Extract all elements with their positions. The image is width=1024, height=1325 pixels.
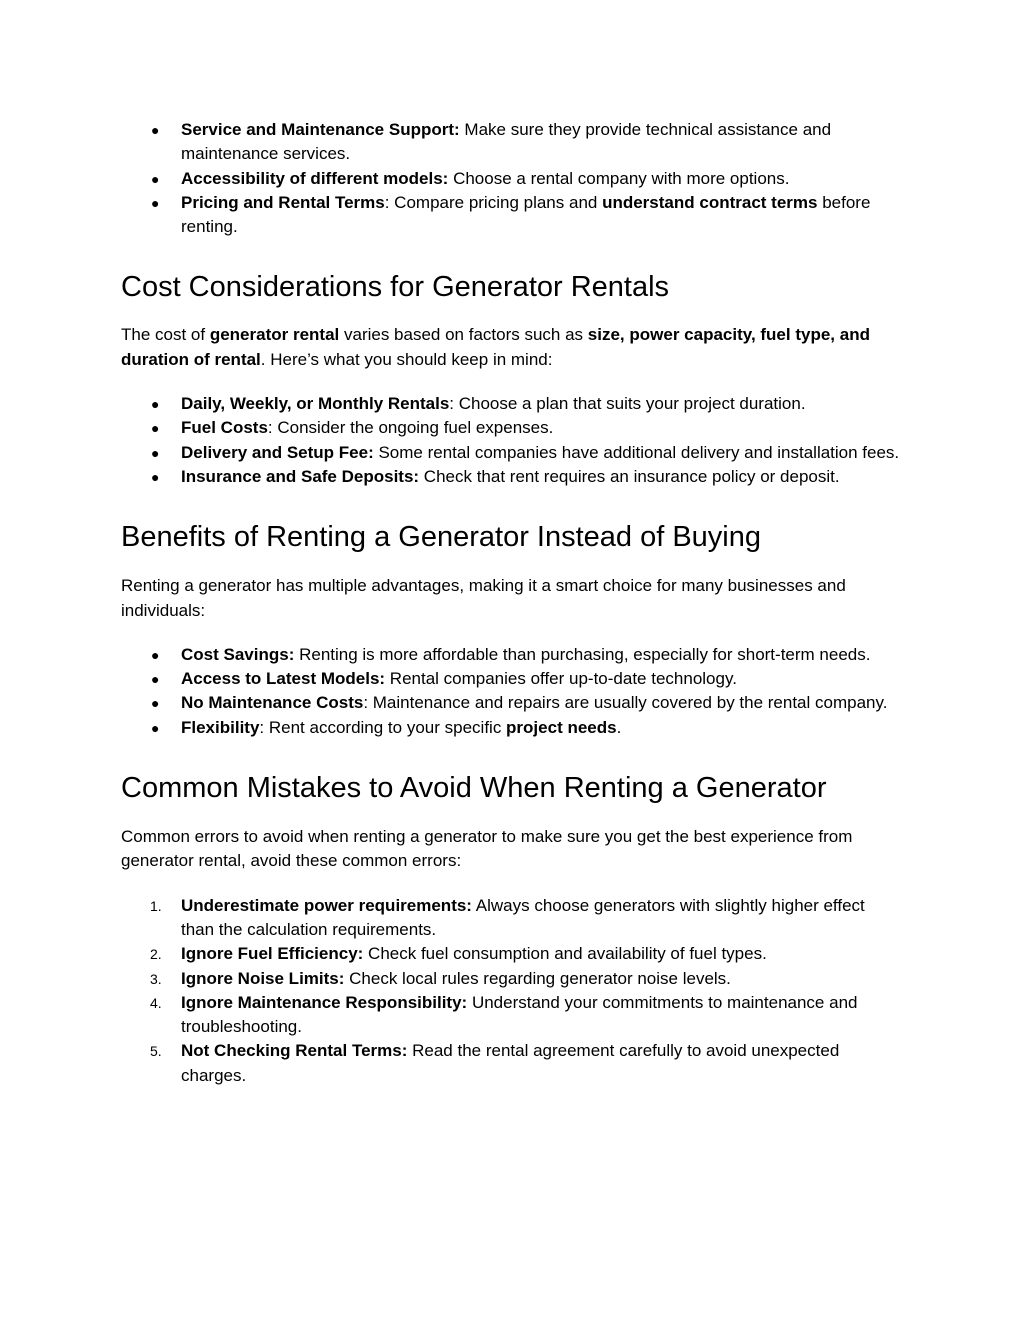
item-text: Read the rental agreement carefully to avoid unexpected charges. [181,1041,840,1085]
item-text-2: . [616,717,622,737]
item-text: : Consider the ongoing fuel expenses. [267,418,554,438]
list-item [121,392,901,416]
list-item [121,643,901,667]
item-bold: Ignore Maintenance Responsibility: [181,992,468,1012]
bullet-icon: ● [151,420,160,437]
bullet-icon: ● [151,646,160,663]
heading-mistakes: Common Mistakes to Avoid When Renting a Generator [121,772,827,805]
item-bold: No Maintenance Costs [181,693,364,713]
text-run: The cost of [121,325,210,345]
bullet-icon: ● [151,671,160,688]
item-bold: Access to Latest Models: [181,669,386,689]
item-text: Check local rules regarding generator noise levels. [344,968,731,988]
heading-cost: Cost Considerations for Generator Rentals [121,271,670,304]
list-item [121,967,901,991]
item-text: Always choose generators with slightly higher effect than the calculation requirements. [181,895,865,939]
list-item [121,191,901,240]
bold-run: size, power capacity, fuel type, and duration of rental [121,325,870,369]
item-number: 4. [150,994,162,1011]
item-text: Check that rent requires an insurance policy or deposit. [419,466,840,486]
item-bold-2: project needs [506,717,617,737]
item-number: 5. [150,1043,162,1060]
item-text: Make sure they provide technical assistance and maintenance services. [181,120,832,164]
item-bold: Ignore Noise Limits: [181,968,345,988]
list-item [121,118,901,167]
item-text: : Rent according to your specific [259,717,507,737]
bullet-icon: ● [151,122,160,138]
heading-benefits: Benefits of Renting a Generator Instead of Buying [121,521,762,554]
item-bold: Ignore Fuel Efficiency: [181,944,364,964]
list-item [121,716,901,740]
bold-run: generator rental [209,325,340,345]
list-item [121,441,901,465]
list-item [121,942,901,966]
item-bold: Pricing and Rental Terms [181,192,385,212]
bullet-icon: ● [151,170,160,187]
text-run: varies based on factors such as [339,325,588,345]
list-item [121,894,901,943]
item-text-2: before renting. [181,192,871,237]
item-bold: Flexibility [181,717,260,737]
item-text: : Choose a plan that suits your project duration. [449,394,806,414]
bullet-icon: ● [151,444,160,461]
bullet-list-top [121,118,901,239]
paragraph-benefits: Renting a generator has multiple advantages, making it a smart choice for many businesses and individuals: [121,576,846,620]
list-item [121,465,901,489]
item-bold: Fuel Costs [181,418,268,438]
item-number: 2. [150,946,162,963]
list-item [121,167,901,191]
item-bold: Cost Savings: [181,644,295,664]
document-page [121,118,901,1088]
item-number: 3. [150,970,162,987]
item-bold: Daily, Weekly, or Monthly Rentals [181,394,450,414]
text-run: . Here’s what you should keep in mind: [260,349,553,369]
list-item [121,1039,901,1088]
item-text: Check fuel consumption and availability of fuel types. [363,944,767,964]
item-bold: Not Checking Rental Terms: [181,1041,408,1061]
bullet-icon: ● [151,396,160,413]
bullet-list-cost [121,392,901,489]
bullet-icon: ● [151,695,160,712]
item-bold: Insurance and Safe Deposits: [181,466,420,486]
bullet-icon: ● [151,194,160,211]
list-item [121,667,901,691]
item-bold-2: understand contract terms [602,192,818,212]
paragraph-mistakes: Common errors to avoid when renting a generator to make sure you get the best experience from generator rental, avoid these common errors: [121,827,853,871]
item-text: Choose a rental company with more options. [448,168,790,188]
list-item [121,691,901,715]
item-bold: Delivery and Setup Fee: [181,442,374,462]
item-bold: Service and Maintenance Support: [181,120,460,139]
bullet-icon: ● [151,468,160,485]
item-bold: Accessibility of different models: [181,168,449,188]
paragraph-cost [121,323,901,372]
item-text: Rental companies offer up-to-date technology. [385,669,737,689]
list-item [121,416,901,440]
list-item [121,991,901,1040]
item-text: : Maintenance and repairs are usually covered by the rental company. [363,693,888,713]
item-number: 1. [150,897,162,914]
item-bold: Underestimate power requirements: [181,895,472,915]
bullet-icon: ● [151,719,160,736]
item-text: Understand your commitments to maintenance and troubleshooting. [181,992,858,1037]
bullet-list-benefits [121,643,901,740]
item-text: Renting is more affordable than purchasing, especially for short-term needs. [294,644,871,664]
item-text: : Compare pricing plans and [384,192,603,212]
item-text: Some rental companies have additional delivery and installation fees. [373,442,900,462]
numbered-list-mistakes [121,894,901,1088]
